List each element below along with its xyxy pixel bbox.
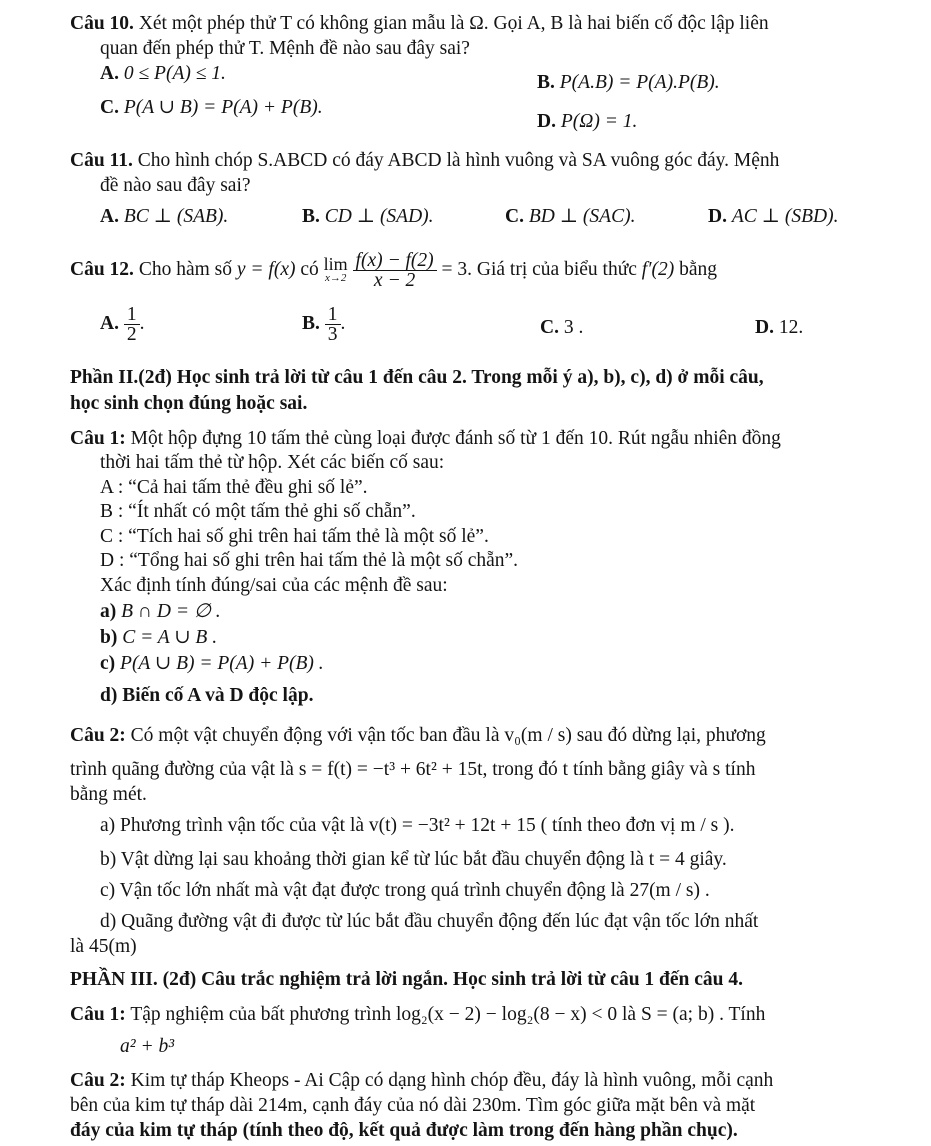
q10-option-a bbox=[100, 62, 226, 86]
p2-c2-heading: Câu 2: bbox=[70, 725, 126, 746]
q12-lim-word: lim bbox=[323, 253, 348, 274]
p2-c1-item-a-label: a) bbox=[100, 601, 117, 622]
p2-c1-event-b: B : “Ít nhất có một tấm thẻ ghi số chẵn”. bbox=[100, 501, 416, 522]
q10-option-b-label: B. bbox=[537, 72, 555, 93]
q10-option-c-label: C. bbox=[100, 97, 119, 118]
p3-c2-stem3: đáy của kim tự tháp (tính theo độ, kết quả được làm trong đến hàng phần chục). bbox=[70, 1120, 738, 1141]
p2-c1-item-b-text: C = A ∪ B . bbox=[122, 627, 218, 648]
q12-option-a-tail: . bbox=[139, 313, 145, 334]
p2-c1-item-a bbox=[100, 600, 221, 624]
q12-expr: f′(2) bbox=[641, 259, 675, 280]
q12-option-c bbox=[540, 316, 583, 340]
part3-heading: PHẦN III. (2đ) Câu trắc nghiệm trả lời ngắn. Học sinh trả lời từ câu 1 đến câu 4. bbox=[70, 969, 744, 990]
q10-heading: Câu 10. bbox=[70, 13, 134, 34]
p2-c1-item-a-text: B ∩ D = ∅ . bbox=[121, 601, 221, 622]
q12-post: Giá trị của biểu thức bbox=[472, 259, 642, 280]
q12-limit bbox=[323, 253, 348, 285]
q10-option-c bbox=[100, 96, 323, 120]
p2-c1-event-a: A : “Cả hai tấm thẻ đều ghi số lẻ”. bbox=[100, 477, 368, 498]
part2-heading-line1: Phần II.(2đ) Học sinh trả lời từ câu 1 đến câu 2. Trong mỗi ý a), b), c), d) ở mỗi câu, bbox=[70, 367, 764, 388]
q10-option-d-label: D. bbox=[537, 111, 556, 132]
p3-c2-stem2: bên của kim tự tháp dài 214m, cạnh đáy của nó dài 230m. Tìm góc giữa mặt bên và mặt bbox=[70, 1095, 756, 1116]
q12-frac-den: x − 2 bbox=[373, 270, 416, 292]
q10-stem2: quan đến phép thử T. Mệnh đề nào sau đây sai? bbox=[100, 38, 470, 59]
p2-c2-item-a: a) Phương trình vận tốc của vật là v(t) = −3t² + 12t + 15 ( tính theo đơn vị m / s ). bbox=[100, 815, 735, 836]
q11-option-a-label: A. bbox=[100, 206, 119, 227]
q12-option-d-label: D. bbox=[755, 317, 774, 338]
q12-option-d-text: 12. bbox=[778, 317, 804, 338]
q12-bang: bằng bbox=[674, 259, 717, 280]
q11-stem2: đề nào sau đây sai? bbox=[100, 175, 251, 196]
p3-c2-stem-line1 bbox=[70, 1069, 773, 1093]
q11-option-c bbox=[505, 205, 635, 229]
p2-c1-item-c-label: c) bbox=[100, 653, 116, 674]
p2-c2-item-d1: d) Quãng đường vật đi được từ lúc bắt đầu chuyển động đến lúc đạt vận tốc lớn nhất bbox=[100, 911, 759, 932]
q10-option-c-text: P(A ∪ B) = P(A) + P(B). bbox=[123, 97, 323, 118]
p2-c1-item-d-text: Biến cố A và D độc lập. bbox=[122, 685, 314, 706]
p2-c1-item-b-label: b) bbox=[100, 627, 118, 648]
q10-option-b-text: P(A.B) = P(A).P(B). bbox=[559, 72, 720, 93]
q12-option-d bbox=[755, 316, 803, 340]
q12-co: có bbox=[295, 259, 324, 280]
p2-c2-item-c: c) Vận tốc lớn nhất mà vật đạt được trong quá trình chuyển động là 27(m / s) . bbox=[100, 880, 710, 901]
q12-option-b-den: 3 bbox=[327, 324, 338, 346]
q12-option-b-tail: . bbox=[340, 313, 346, 334]
q10-option-d-text: P(Ω) = 1. bbox=[560, 111, 638, 132]
q12-frac-num: f(x) − f(2) bbox=[353, 251, 437, 271]
q12-option-c-text: 3 . bbox=[563, 317, 584, 338]
p2-c1-event-c: C : “Tích hai số ghi trên hai tấm thẻ là một số lẻ”. bbox=[100, 526, 489, 547]
q11-option-b-text: CD ⊥ (SAD). bbox=[324, 206, 434, 227]
p3-c2-stem1: Kim tự tháp Kheops - Ai Cập có dạng hình chóp đều, đáy là hình vuông, mỗi cạnh bbox=[125, 1070, 774, 1091]
q11-option-d-label: D. bbox=[708, 206, 727, 227]
q12-option-a-frac bbox=[124, 305, 140, 344]
p2-c1-item-c bbox=[100, 652, 324, 676]
p2-c2-stem2: trình quãng đường của vật là s = f(t) = −t³ + 6t² + 15t, trong đó t tính bằng giây và s tính bbox=[70, 759, 756, 780]
q12-option-a-den: 2 bbox=[126, 324, 137, 346]
p2-c1-stem1: Một hộp đựng 10 tấm thẻ cùng loại được đánh số từ 1 đến 10. Rút ngẫu nhiên đồng bbox=[125, 428, 781, 449]
q11-heading: Câu 11. bbox=[70, 150, 133, 171]
q12-option-b bbox=[302, 303, 345, 345]
q12-pre: Cho hàm số bbox=[133, 259, 237, 280]
p3-c1-heading: Câu 1: bbox=[70, 1004, 126, 1025]
q11-option-c-text: BD ⊥ (SAC). bbox=[528, 206, 636, 227]
p3-c2-heading: Câu 2: bbox=[70, 1070, 126, 1091]
q12-stem bbox=[70, 250, 717, 290]
p2-c2-item-b: b) Vật dừng lại sau khoảng thời gian kể từ lúc bắt đầu chuyển động là t = 4 giây. bbox=[100, 849, 727, 870]
p2-c2-item-d2: là 45(m) bbox=[70, 936, 137, 957]
q12-option-c-label: C. bbox=[540, 317, 559, 338]
part2-heading-line2: học sinh chọn đúng hoặc sai. bbox=[70, 393, 308, 414]
p2-c1-item-b bbox=[100, 626, 217, 650]
p2-c2-stem1: Có một vật chuyển động với vận tốc ban đầu là v₀(m / s) sau đó dừng lại, phương bbox=[125, 725, 766, 746]
p2-c1-stem2: thời hai tấm thẻ từ hộp. Xét các biến cố sau: bbox=[100, 452, 445, 473]
p2-c1-item-d-label: d) bbox=[100, 685, 118, 706]
q11-option-c-label: C. bbox=[505, 206, 524, 227]
q10-stem1: Xét một phép thử T có không gian mẫu là Ω. Gọi A, B là hai biến cố độc lập liên bbox=[133, 13, 769, 34]
q11-option-a bbox=[100, 205, 228, 229]
q12-fraction bbox=[353, 251, 437, 290]
p2-c1-item-d bbox=[100, 684, 313, 708]
p2-c1-item-c-text: P(A ∪ B) = P(A) + P(B) . bbox=[120, 653, 324, 674]
q12-option-b-label: B. bbox=[302, 313, 320, 334]
q12-eq: = 3. bbox=[436, 259, 473, 280]
q11-option-d-text: AC ⊥ (SBD). bbox=[731, 206, 839, 227]
q11-stem-line1 bbox=[70, 149, 779, 173]
p3-c1-stem-text: Tập nghiệm của bất phương trình log₂(x − 2) − log₂(8 − x) < 0 là S = (a; b) . Tính bbox=[125, 1004, 766, 1025]
q12-option-b-frac bbox=[325, 305, 341, 344]
p2-c2-stem-line1 bbox=[70, 724, 766, 748]
q12-option-a-label: A. bbox=[100, 313, 119, 334]
p3-c1-expression: a² + b³ bbox=[120, 1036, 175, 1057]
q11-option-b bbox=[302, 205, 434, 229]
p2-c1-event-d: D : “Tổng hai số ghi trên hai tấm thẻ là một số chẵn”. bbox=[100, 550, 519, 571]
p2-c2-stem3: bằng mét. bbox=[70, 784, 147, 805]
q11-option-b-label: B. bbox=[302, 206, 320, 227]
p2-c1-heading: Câu 1: bbox=[70, 428, 126, 449]
q12-option-a bbox=[100, 303, 144, 345]
p2-c1-stem-line1 bbox=[70, 427, 781, 451]
q10-option-a-label: A. bbox=[100, 63, 119, 84]
q12-lim-sub: x→2 bbox=[324, 271, 347, 284]
q12-option-b-num: 1 bbox=[325, 305, 341, 325]
q10-stem-line1 bbox=[70, 12, 769, 36]
q10-option-b bbox=[537, 71, 720, 95]
q10-option-d bbox=[537, 110, 637, 134]
q12-heading: Câu 12. bbox=[70, 259, 134, 280]
p2-c1-instruction: Xác định tính đúng/sai của các mệnh đề sau: bbox=[100, 575, 448, 596]
p3-c1-stem bbox=[70, 1003, 765, 1027]
q11-option-d bbox=[708, 205, 838, 229]
q11-option-a-text: BC ⊥ (SAB). bbox=[123, 206, 229, 227]
q12-function: y = f(x) bbox=[236, 259, 296, 280]
q10-option-a-text: 0 ≤ P(A) ≤ 1. bbox=[123, 63, 226, 84]
q11-stem1: Cho hình chóp S.ABCD có đáy ABCD là hình vuông và SA vuông góc đáy. Mệnh bbox=[132, 150, 780, 171]
q12-option-a-num: 1 bbox=[124, 305, 140, 325]
